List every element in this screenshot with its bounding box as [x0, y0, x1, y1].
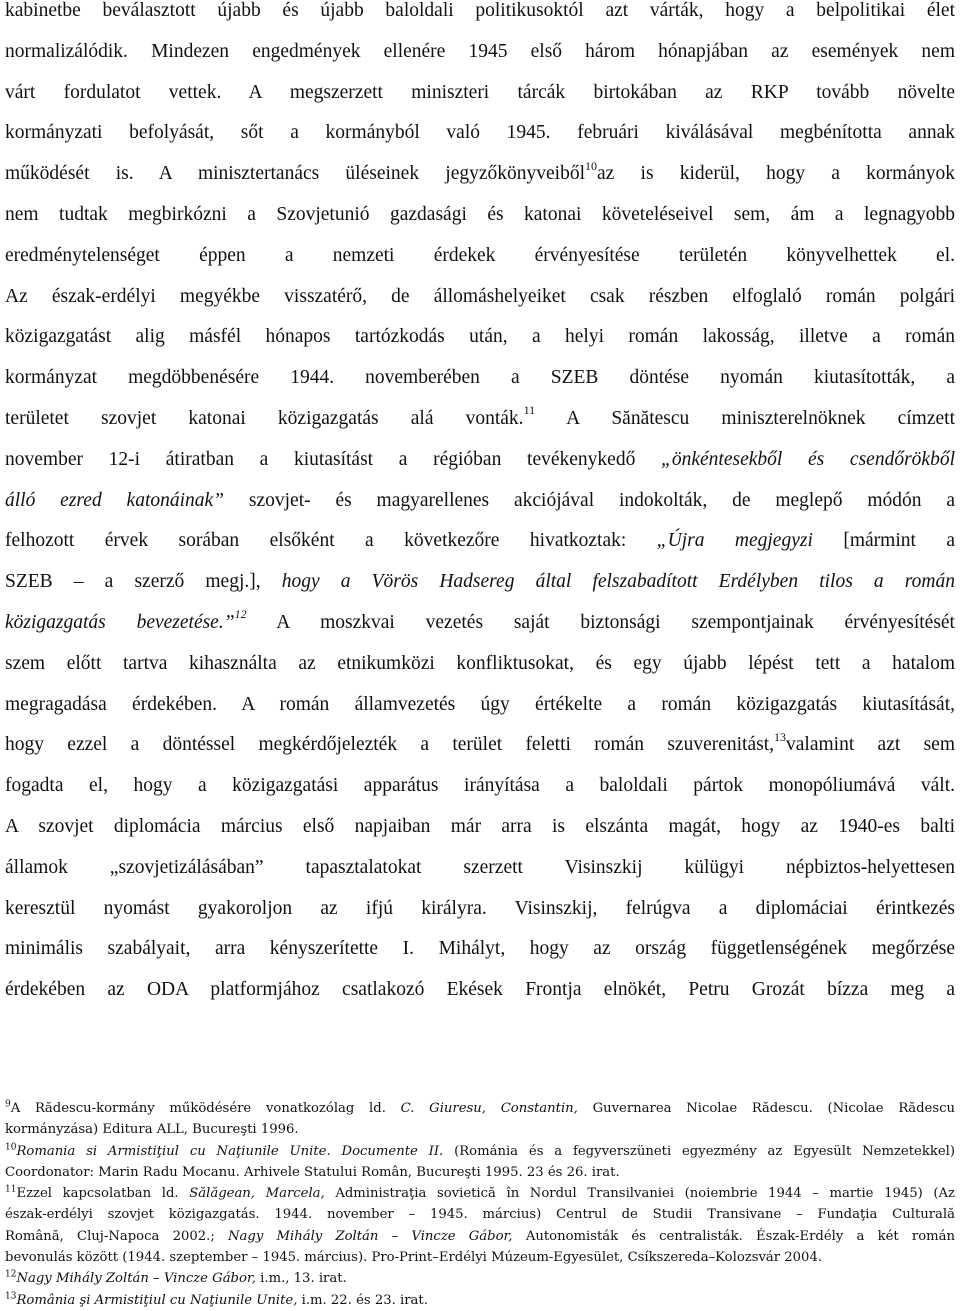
footnote-ref-11[interactable]: 11	[523, 403, 536, 418]
footnote-author: C. Giuresu, Constantin,	[400, 1101, 578, 1116]
footnote-number: 13	[5, 1291, 17, 1302]
text-span: működését is. A minisztertanács üléseinek jegyzőkönyveiből	[5, 163, 586, 185]
footnote-11-cont: észak-erdélyi szovjet közigazgatás. 1944. november – 1945. március) Centrul de Studii Transivane – Fundaţia Culturală	[5, 1207, 955, 1223]
footnote-10	[5, 1141, 955, 1162]
text-line: normalizálódik. Mindezen engedmények ellenére 1945 első három hónapjában az események nem	[5, 40, 955, 62]
text-span: A Sănătescu miniszterelnöknek címzett	[535, 407, 955, 429]
footnote-ref-10[interactable]: 10	[585, 158, 598, 173]
text-line	[5, 562, 955, 603]
footnote-ref-13[interactable]: 13	[774, 729, 787, 744]
footnote-title: Romania si Armistiţiul cu Naţiunile Unite. Documente II.	[16, 1143, 444, 1159]
quote-italic: közigazgatás bevezetése.”	[5, 611, 235, 633]
text-span: területet szovjet katonai közigazgatás alá vonták.	[5, 407, 524, 429]
text-line: kormányzat megdöbbenésére 1944. novemberében a SZEB döntése nyomán kiutasították, a	[5, 367, 955, 389]
text-line: fogadta el, hogy a közigazgatási apparátus irányítása a baloldali pártok monopóliumává vált.	[5, 775, 955, 797]
quote-italic: hogy a Vörös Hadsereg által felszabadított Erdélyben tilos a román	[281, 571, 955, 593]
quote-italic: „Újra megjegyzi	[656, 530, 813, 552]
text-line: minimális szabályait, arra kényszerítette I. Mihályt, hogy az ország függetlenségének megőrzése	[5, 938, 955, 960]
text-line: államok „szovjetizálásában” tapasztalatokat szerzett Visinszkij külügyi népbiztos-helyettesen	[5, 856, 955, 878]
footnote-12	[5, 1268, 955, 1289]
footnote-text: Administraţia sovietică în Nordul Transilvaniei (noiembrie 1944 – martie 1945) (Az	[324, 1186, 955, 1202]
text-line: Az észak-erdélyi megyékbe visszatérő, de állomáshelyeiket csak részben elfoglaló román polgári	[5, 285, 955, 307]
quote-italic: „önkéntesekből és csendőrökből	[661, 448, 955, 470]
footnote-title: România şi Armistiţiul cu Naţiunile Unite,	[16, 1292, 298, 1308]
text-line: keresztül nyomást gyakoroljon az ifjú királyra. Visinszkij, felrúgva a diplomáciai érintkezés	[5, 897, 955, 919]
text-span: hogy ezzel a döntéssel megkérdőjelezték a terület feletti román szuverenitást,	[5, 734, 775, 756]
body-text	[5, 0, 955, 1011]
footnote-text: i.m. 22. és 23. irat.	[297, 1292, 428, 1308]
text-span: november 12-i átiratban a kiutasítást a régióban tevékenykedő	[5, 448, 662, 470]
footnote-number: 10	[5, 1142, 17, 1153]
text-span: az is kiderül, hogy a kormányok	[597, 163, 955, 185]
footnote-9-cont: kormányzása) Editura ALL, Bucureşti 1996.	[5, 1122, 299, 1138]
footnote-text: Autonomisták és centralisták. Észak-Erdély a két román	[512, 1228, 955, 1244]
text-line: kabinetbe beválasztott újabb és újabb baloldali politikusoktól azt várták, hogy a belpolitikai élet	[5, 0, 955, 21]
footnote-ref-12-label: 12	[234, 607, 247, 622]
footnote-11-cont	[5, 1226, 955, 1247]
text-span: valamint azt sem	[786, 734, 955, 756]
text-line: érdekében az ODA platformjához csatlakozó Ekések Frontja elnökét, Petru Grozát bízza meg a	[5, 979, 955, 1001]
footnote-text: Ezzel kapcsolatban ld.	[16, 1186, 190, 1202]
footnote-author: Nagy Mihály Zoltán – Vincze Gábor,	[227, 1228, 513, 1244]
text-line	[5, 440, 955, 481]
footnote-author: Sălăgean, Marcela,	[189, 1186, 325, 1202]
footnote-text: Română, Cluj-Napoca 2002.;	[5, 1228, 228, 1244]
text-line	[5, 603, 955, 644]
text-line: nem tudtak megbirkózni a Szovjetunió gazdasági és katonai követeléseivel sem, ám a legnagyobb	[5, 203, 955, 225]
footnote-text: A Rădescu-kormány működésére vonatkozólag ld.	[10, 1101, 401, 1116]
footnote-13	[5, 1290, 955, 1311]
text-line: szem előtt tartva kihasználta az etnikumközi konfliktusokat, és egy újabb lépést tett a hatalom	[5, 652, 955, 674]
footnote-author: Nagy Mihály Zoltán – Vincze Gábor,	[16, 1271, 256, 1287]
footnote-11	[5, 1183, 955, 1204]
text-span: SZEB – a szerző megj.],	[5, 571, 282, 593]
text-line: A szovjet diplomácia március első napjaiban már arra is elszánta magát, hogy az 1940-es balti	[5, 815, 955, 837]
footnote-text: i.m., 13. irat.	[255, 1271, 347, 1287]
text-line	[5, 481, 955, 522]
footnote-ref-12[interactable]	[235, 607, 247, 621]
footnote-number: 11	[5, 1184, 17, 1195]
footnotes	[5, 1098, 955, 1311]
text-span: felhozott érvek sorában elsőként a következőre hivatkoztak:	[5, 530, 657, 552]
text-line: eredménytelenséget éppen a nemzeti érdekek érvényesítése területén könyvelhettek el.	[5, 244, 955, 266]
quote-italic: álló ezred katonáinak”	[5, 489, 225, 511]
text-line	[5, 154, 955, 195]
text-span: [mármint a	[812, 530, 956, 552]
text-line: megragadása érdekében. A román államvezetés úgy értékelte a román közigazgatás kiutasítását,	[5, 693, 955, 715]
text-line: várt fordulatot vettek. A megszerzett miniszteri tárcák birtokában az RKP tovább növelte	[5, 81, 955, 103]
text-line	[5, 521, 955, 562]
footnote-text: (Románia és a fegyverszüneti egyezmény az Egyesült Nemzetekkel)	[443, 1143, 955, 1159]
text-span: szovjet- és magyarellenes akciójával indokolták, de meglepő módón a	[224, 489, 955, 511]
footnote-11-cont: bevonulás között (1944. szeptember – 1945. március). Pro-Print–Erdélyi Múzeum-Egyesület, Csíkszereda–Kolozsvár 2004.	[5, 1250, 823, 1266]
text-line	[5, 725, 955, 766]
text-line: kormányzati befolyását, sőt a kormányból való 1945. februári kiválásával megbénította annak	[5, 122, 955, 144]
footnote-10-cont: Coordonator: Marin Radu Mocanu. Arhivele Statului Român, Bucureşti 1995. 23 és 26. irat.	[5, 1164, 620, 1180]
text-line: közigazgatást alig másfél hónapos tartózkodás után, a helyi román lakosság, illetve a román	[5, 326, 955, 348]
text-span: A moszkvai vezetés saját biztonsági szempontjainak érvényesítését	[246, 611, 955, 633]
footnote-9	[5, 1098, 955, 1119]
text-line	[5, 399, 955, 440]
footnote-text: Guvernarea Nicolae Rădescu. (Nicolae Rădescu	[577, 1101, 956, 1116]
footnote-number: 12	[5, 1269, 17, 1280]
footnote-number: 9	[5, 1099, 11, 1110]
